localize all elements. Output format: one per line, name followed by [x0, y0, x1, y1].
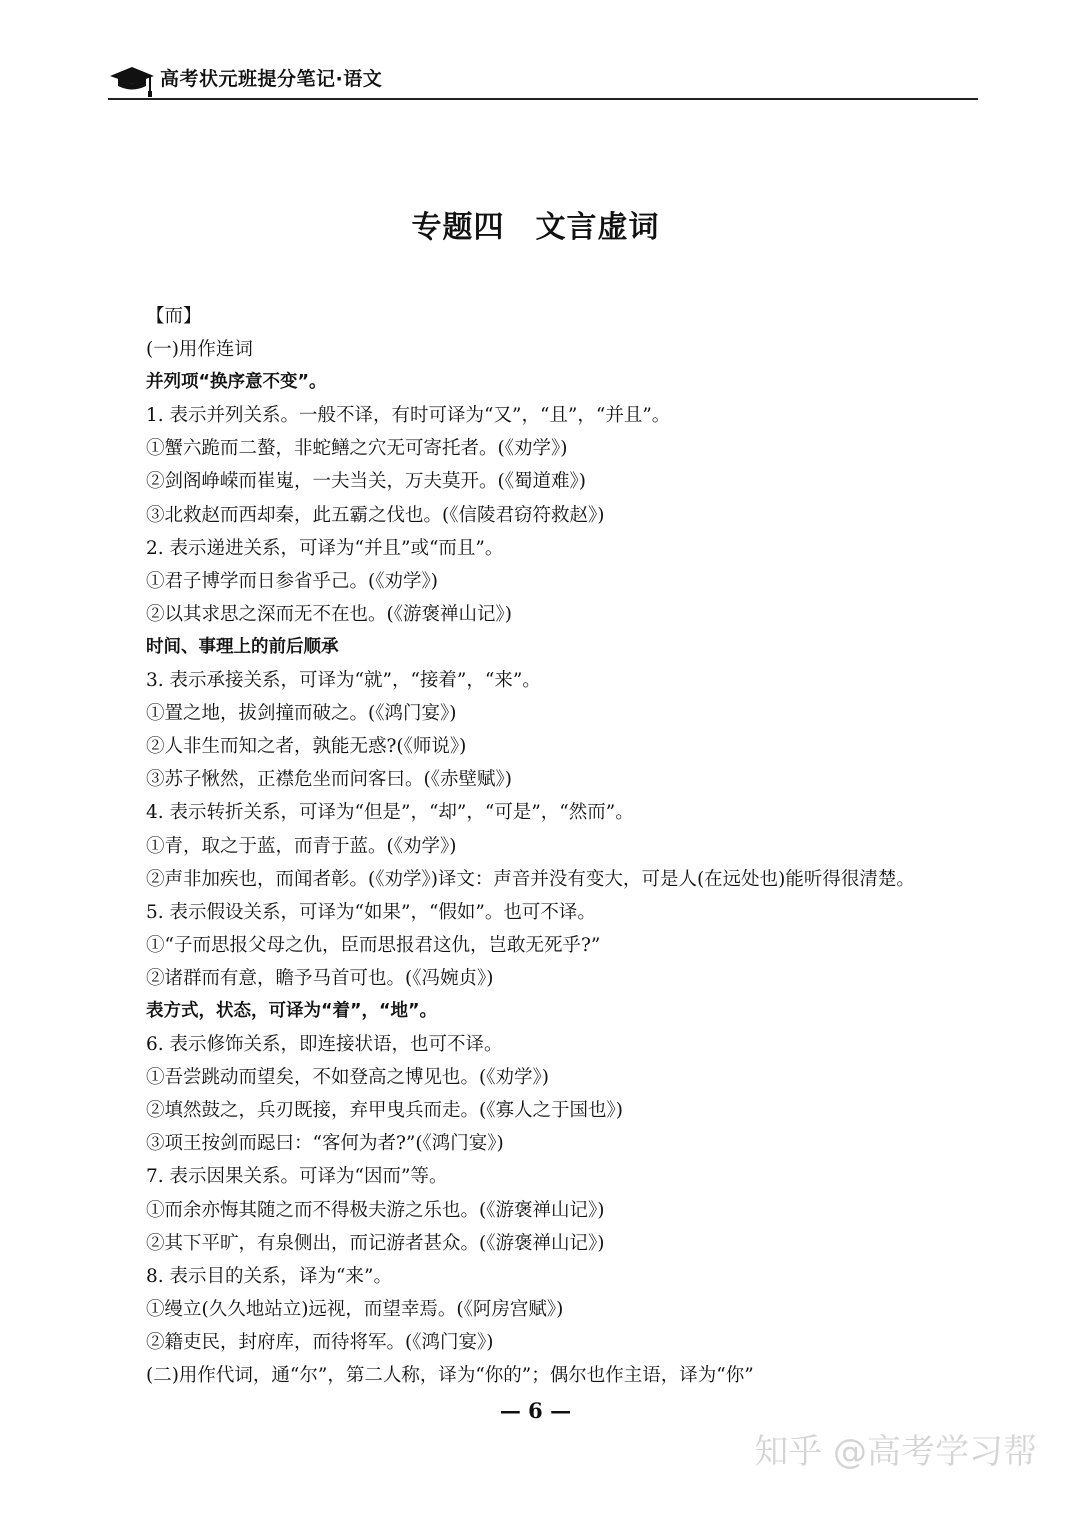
- text-line: (一)用作连词: [146, 339, 253, 361]
- page-title: 专题四 文言虚词: [411, 210, 660, 245]
- text-line: ③项王按剑而跽曰：“客何为者?”(《鸿门宴》): [146, 1133, 504, 1155]
- text-line: ③北救赵而西却秦，此五霸之伐也。(《信陵君窃符救赵》): [146, 504, 605, 526]
- header-title: 高考状元班提分笔记·语文: [160, 68, 383, 90]
- section-heading: 时间、事理上的前后顺承: [146, 636, 339, 657]
- text-line: ②以其求思之深而无不在也。(《游褒禅山记》): [146, 603, 512, 625]
- text-line: ①“子而思报父母之仇，臣而思报君这仇，岂敢无死乎?”: [146, 934, 601, 956]
- header-divider: [108, 98, 978, 100]
- text-line: ②其下平旷，有泉侧出，而记游者甚众。(《游褒禅山记》): [146, 1232, 605, 1254]
- text-line: ①蟹六跪而二螯，非蛇鳝之穴无可寄托者。(《劝学》): [146, 438, 568, 460]
- text-line: 7. 表示因果关系。可译为“因而”等。: [146, 1166, 448, 1188]
- text-line: (二)用作代词，通“尔”，第二人称，译为“你的”；偶尔也作主语，译为“你”: [146, 1365, 754, 1386]
- page-number: — 6 —: [499, 1398, 572, 1423]
- text-line: 【而】: [146, 306, 202, 327]
- text-line: 3. 表示承接关系，可译为“就”，“接着”，“来”。: [146, 670, 541, 692]
- text-line: ②籍吏民，封府库，而待将军。(《鸿门宴》): [146, 1331, 494, 1353]
- text-line: 8. 表示目的关系，译为“来”。: [146, 1265, 392, 1287]
- text-line: ①吾尝跳动而望矣，不如登高之博见也。(《劝学》): [146, 1067, 549, 1089]
- graduation-cap-icon: [108, 62, 160, 98]
- text-line: ①缦立(久久地站立)远视，而望幸焉。(《阿房宫赋》): [146, 1298, 564, 1320]
- text-line: 1. 表示并列关系。一般不译，有时可译为“又”，“且”，“并且”。: [146, 405, 671, 427]
- text-line: ②剑阁峥嵘而崔嵬，一夫当关，万夫莫开。(《蜀道难》): [146, 471, 586, 493]
- text-line: 6. 表示修饰关系，即连接状语，也可不译。: [146, 1034, 503, 1056]
- section-heading: 表方式，状态，可译为“着”，“地”。: [146, 1000, 438, 1021]
- text-line: ②诸群而有意，瞻予马首可也。(《冯婉贞》): [146, 967, 494, 989]
- text-line: ③苏子愀然，正襟危坐而问客曰。(《赤壁赋》): [146, 769, 512, 791]
- text-line: 2. 表示递进关系，可译为“并且”或“而且”。: [146, 537, 504, 559]
- text-line: ①青，取之于蓝，而青于蓝。(《劝学》): [146, 835, 457, 857]
- section-heading: 并列项“换序意不变”。: [146, 372, 327, 393]
- page-header: [108, 60, 978, 104]
- text-line: ①君子博学而日参省乎己。(《劝学》): [146, 570, 438, 592]
- document-body: [146, 300, 986, 1392]
- text-line: ①置之地，拔剑撞而破之。(《鸿门宴》): [146, 703, 457, 725]
- text-line: ①而余亦悔其随之而不得极夫游之乐也。(《游褒禅山记》): [146, 1199, 605, 1221]
- text-line: ②人非生而知之者，孰能无惑?(《师说》): [146, 736, 467, 758]
- text-line: 5. 表示假设关系，可译为“如果”，“假如”。也可不译。: [146, 901, 596, 923]
- text-line: ②声非加疾也，而闻者彰。(《劝学》)译文：声音并没有变大，可是人(在远处也)能听得很清楚。: [146, 868, 915, 890]
- watermark: 知乎 @高考学习帮: [754, 1432, 1037, 1472]
- text-line: ②填然鼓之，兵刃既接，弃甲曳兵而走。(《寡人之于国也》): [146, 1100, 623, 1122]
- text-line: 4. 表示转折关系，可译为“但是”，“却”，“可是”，“然而”。: [146, 802, 634, 824]
